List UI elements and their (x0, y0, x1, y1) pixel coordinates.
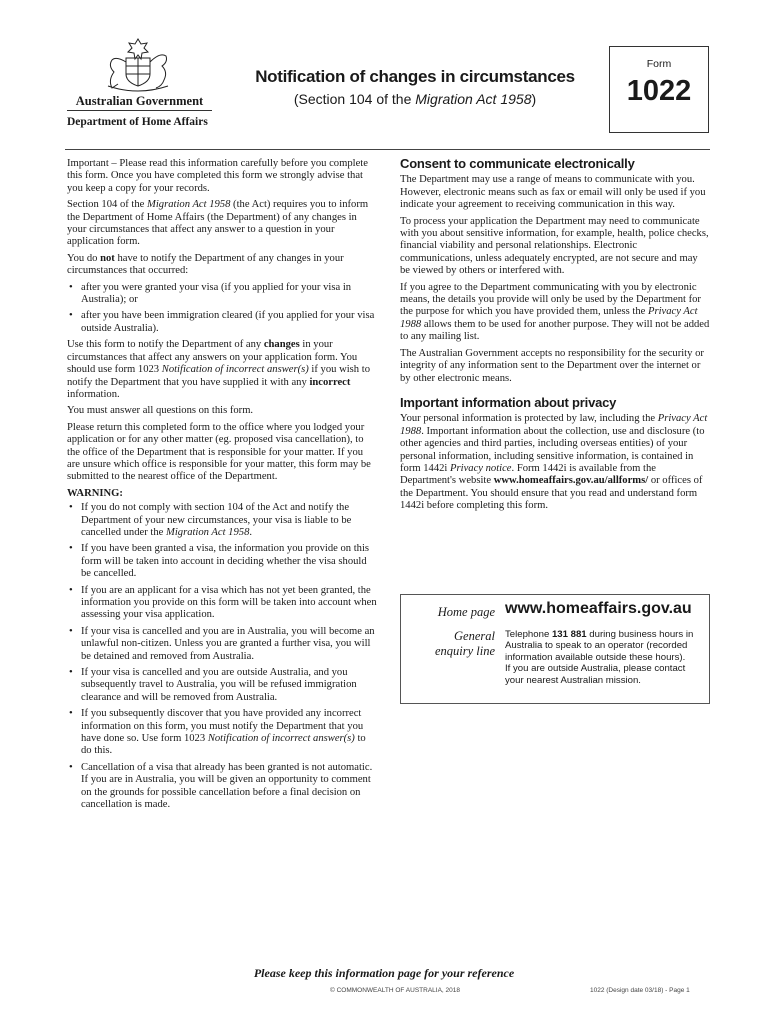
use-form-paragraph: Use this form to notify the Department of any changes in your circumstances that affect any answers on your application form. You should use form 1023 Notification of incorrect answer(s) if you wish to notify the Department that you have supplied it with any incorrect information. (67, 339, 370, 400)
form-title: Notification of changes in circumstances (255, 67, 575, 86)
department-name: Department of Home Affairs (67, 116, 208, 128)
general-enquiry-text: Telephone 131 881 during business hours in Australia to speak to an operator (recorded information available outside these hours). If you are outside Australia, please contact your nearest Australian mission. (505, 629, 694, 686)
header-divider (65, 149, 710, 150)
home-page-link[interactable]: www.homeaffairs.gov.au (505, 600, 692, 617)
consent-paragraph-2: To process your application the Department may need to communicate with you about sensitive information, for example, health, police checks, financial viability and personal relationships. Electronic communications, unless adequately encrypted, are not secure and may be viewed by others or interfered with. (400, 215, 709, 277)
design-date-text: 1022 (Design date 03/18) - Page 1 (590, 987, 690, 994)
home-page-label: Home page (437, 605, 495, 619)
section-104-paragraph: Section 104 of the Migration Act 1958 (the Act) requires you to inform the Department of Home Affairs (the Department) of any changes in your circumstances that affect any answer to a question in your application form. (67, 199, 369, 248)
left-column (67, 158, 377, 816)
right-column (400, 158, 710, 517)
telephone-number: 131 881 (551, 629, 587, 640)
privacy-paragraph: Your personal information is protected by law, including the Privacy Act 1988. Important information about the collection, use and disclosure (to other agencies and third parties, including overseas entities) of your personal information, including sensitive information, is contained in form 1442i Privacy notice. Form 1442i is available from the Department's website www.homeaffairs.gov.au/allforms/ or offices of the Department. You should ensure that you read and understand form 1442i before completing this form. (400, 413, 708, 512)
list-item: • Cancellation of a visa that already has been granted is not automatic. If you are in Australia, you will be given an opportunity to comment on the grounds for possible cancellation before a final decision on cancellation is made. (69, 761, 373, 811)
exceptions-list (67, 282, 377, 336)
return-form-paragraph: Please return this completed form to the office where you lodged your application or for any other matter (eg. proposed visa cancellation), to the office of the Department that is responsible for your matter. If you are unsure which office is responsible for your matter, this form may be submitted to the nearest office of the Department. (67, 421, 371, 483)
form-number: 1022 (626, 75, 692, 107)
privacy-heading: Important information about privacy (400, 394, 617, 410)
footer-note: Please keep this information page for your reference (253, 966, 515, 980)
copyright-text: © COMMONWEALTH OF AUSTRALIA, 2018 (330, 987, 460, 994)
list-item: • If you are an applicant for a visa which has not yet been granted, the information you provide on this form will be taken into account when assessing your visa application. (69, 584, 377, 621)
list-item: • after you were granted your visa (if you applied for your visa in Australia); or (69, 281, 352, 306)
government-name: Australian Government (75, 94, 204, 108)
list-item: • If you have been granted a visa, the information you provide on this form will be taken into account in deciding whether the visa should be cancelled. (69, 543, 370, 580)
important-paragraph: Important – Please read this information carefully before you complete this form. Once you have completed this form we strongly advise that you keep a copy for your records. (67, 158, 368, 194)
no-notify-paragraph: You do not have to notify the Department of any changes in your circumstances that occurred: (67, 252, 344, 277)
consent-paragraph-4: The Australian Government accepts no responsibility for the security or integrity of any information sent to the Department over the internet or by other electronic means. (400, 347, 704, 384)
coat-of-arms-icon (98, 36, 178, 94)
list-item: • If your visa is cancelled and you are in Australia, you will become an unlawful non-citizen. Unless you are granted a further visa, you will be detained and removed from Australia. (69, 625, 375, 662)
government-rule (67, 110, 212, 111)
consent-heading: Consent to communicate electronically (400, 156, 635, 171)
answer-all-paragraph: You must answer all questions on this form. (67, 405, 254, 417)
allforms-link[interactable]: www.homeaffairs.gov.au/allforms/ (493, 475, 649, 487)
form-label: Form (646, 58, 672, 70)
consent-paragraph-1: The Department may use a range of means to communicate with you. However, electronic means such as fax or email will only be used if you indicate your agreement to receiving communication in this way. (400, 174, 706, 211)
warning-heading: WARNING: (67, 487, 123, 499)
list-item: • If your visa is cancelled and you are outside Australia, and you subsequently travel to Australia, you will be refused immigration clearance and will be removed from Australia. (69, 667, 357, 703)
warning-list (67, 502, 377, 811)
list-item: • If you subsequently discover that you have provided any incorrect information on this form, you must notify the Department that you have done so. Use form 1023 Notification of incorrect answer(s) to do this. (69, 708, 366, 757)
list-item: • after you have been immigration cleared (if you applied for your visa outside Australia). (69, 310, 375, 334)
list-item: • If you do not comply with section 104 of the Act and notify the Department of your new circumstances, your visa is liable to be cancelled under the Migration Act 1958. (69, 502, 352, 538)
consent-paragraph-3: If you agree to the Department communicating with you by electronic means, the details you provide will only be used by the Department for the purpose for which you have provided them, unless the Privacy Act 1988 allows them to be used for another purpose. They will not be added to any mailing list. (400, 281, 710, 343)
form-subtitle: (Section 104 of the Migration Act 1958) (293, 91, 537, 107)
general-enquiry-label: General enquiry line (434, 629, 495, 658)
